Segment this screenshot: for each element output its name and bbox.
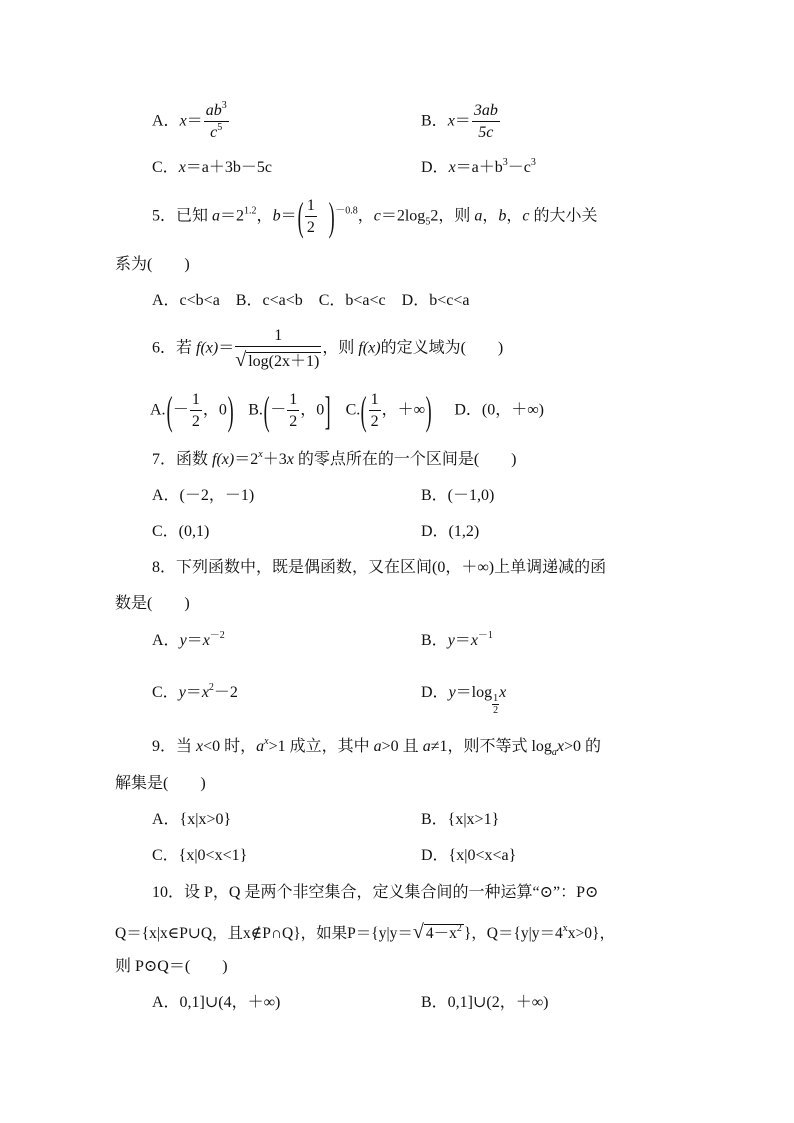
q7-option-a: A．(－2，－1)	[152, 487, 255, 504]
q10-option-b: B．0,1]∪(2，＋∞)	[421, 994, 549, 1011]
q10-stem: 10．设 P，Q 是两个非空集合，定义集合间的一种运算“⊙”：P⊙	[152, 884, 599, 901]
q5-stem-line2: 系为( )	[115, 256, 190, 273]
q9-option-b: B．{x|x>1}	[421, 811, 500, 828]
fraction: $\frac{ab^3}{c^5}$	[205, 100, 227, 141]
q9-stem-line2: 解集是( )	[115, 775, 206, 792]
q4-option-a: A．x＝ $\frac{ab^3}{c^5}$	[152, 100, 227, 141]
q4-option-b: B．x＝ $\frac{3ab}{5c}$	[421, 102, 498, 141]
q6-stem: 6．若 f(x)＝ $\frac{1}{√ \log(2x+1)}$ ，则 f(x)的定义域为( )	[152, 327, 504, 371]
q8-option-b: B．$y=x^{-1}$	[421, 630, 493, 649]
q8-option-d: D．y＝log $\frac{1}{2}$ x	[421, 684, 507, 716]
q10-stem-line2: Q＝{x|x∈P∪Q，且x∉P∩Q}，如果P＝{y|y＝√ $4-x^2$ }，$Q=\{y|y=4^xx>0\}$，	[115, 921, 615, 943]
q4-option-c: C．x＝a＋3b－5c	[152, 159, 273, 176]
q10-option-a: A．0,1]∪(4，＋∞)	[152, 994, 281, 1011]
q7-option-c: C．(0,1)	[152, 523, 210, 540]
fraction: $\frac{3ab}{5c}$	[473, 102, 498, 141]
q7-option-b: B．(－1,0)	[421, 487, 495, 504]
q9-stem: 9．当 x<0 时，$a^x>1$ 成立，其中 a>0 且 a≠1，则不等式 $\log_ax>0$ 的	[152, 736, 602, 758]
q8-stem: 8．下列函数中，既是偶函数，又在区间(0，＋∞)上单调递减的函	[152, 559, 607, 576]
q8-stem-line2: 数是( )	[115, 595, 190, 612]
q8-option-c: C．$y=x^2-2$	[152, 682, 238, 701]
q9-option-d: D．{x|0<x<a}	[421, 847, 517, 864]
q9-option-c: C．{x|0<x<1}	[152, 847, 248, 864]
q7-stem: 7．函数 $f(x)=2^x+3x$ 的零点所在的一个区间是( )	[152, 449, 517, 468]
q5-stem: 5．已知 $a=2^{1.2}$，b＝( $\frac{1}{2}$ )$^{-0.8}$，$c=2\log_52$，则 a，b，c 的大小关	[152, 194, 598, 239]
q10-stem-line3: 则 P⊙Q＝( )	[115, 958, 228, 975]
q5-options: A．c<b<a B．c<a<b C．b<a<c D．b<c<a	[152, 292, 470, 309]
q8-option-a: A．$y=x^{-2}$	[152, 630, 225, 649]
q4-option-d: D．$x=a+b^3-c^3$	[421, 157, 536, 176]
q6-options: A.(－ $\frac{1}{2}$ ，0) B.(－ $\frac{1}{2}$ ，0] C.( $\frac{1}{2}$ ，＋∞) D．(0，＋∞)	[150, 388, 544, 433]
q7-option-d: D．(1,2)	[421, 523, 480, 540]
q9-option-a: A．{x|x>0}	[152, 811, 232, 828]
